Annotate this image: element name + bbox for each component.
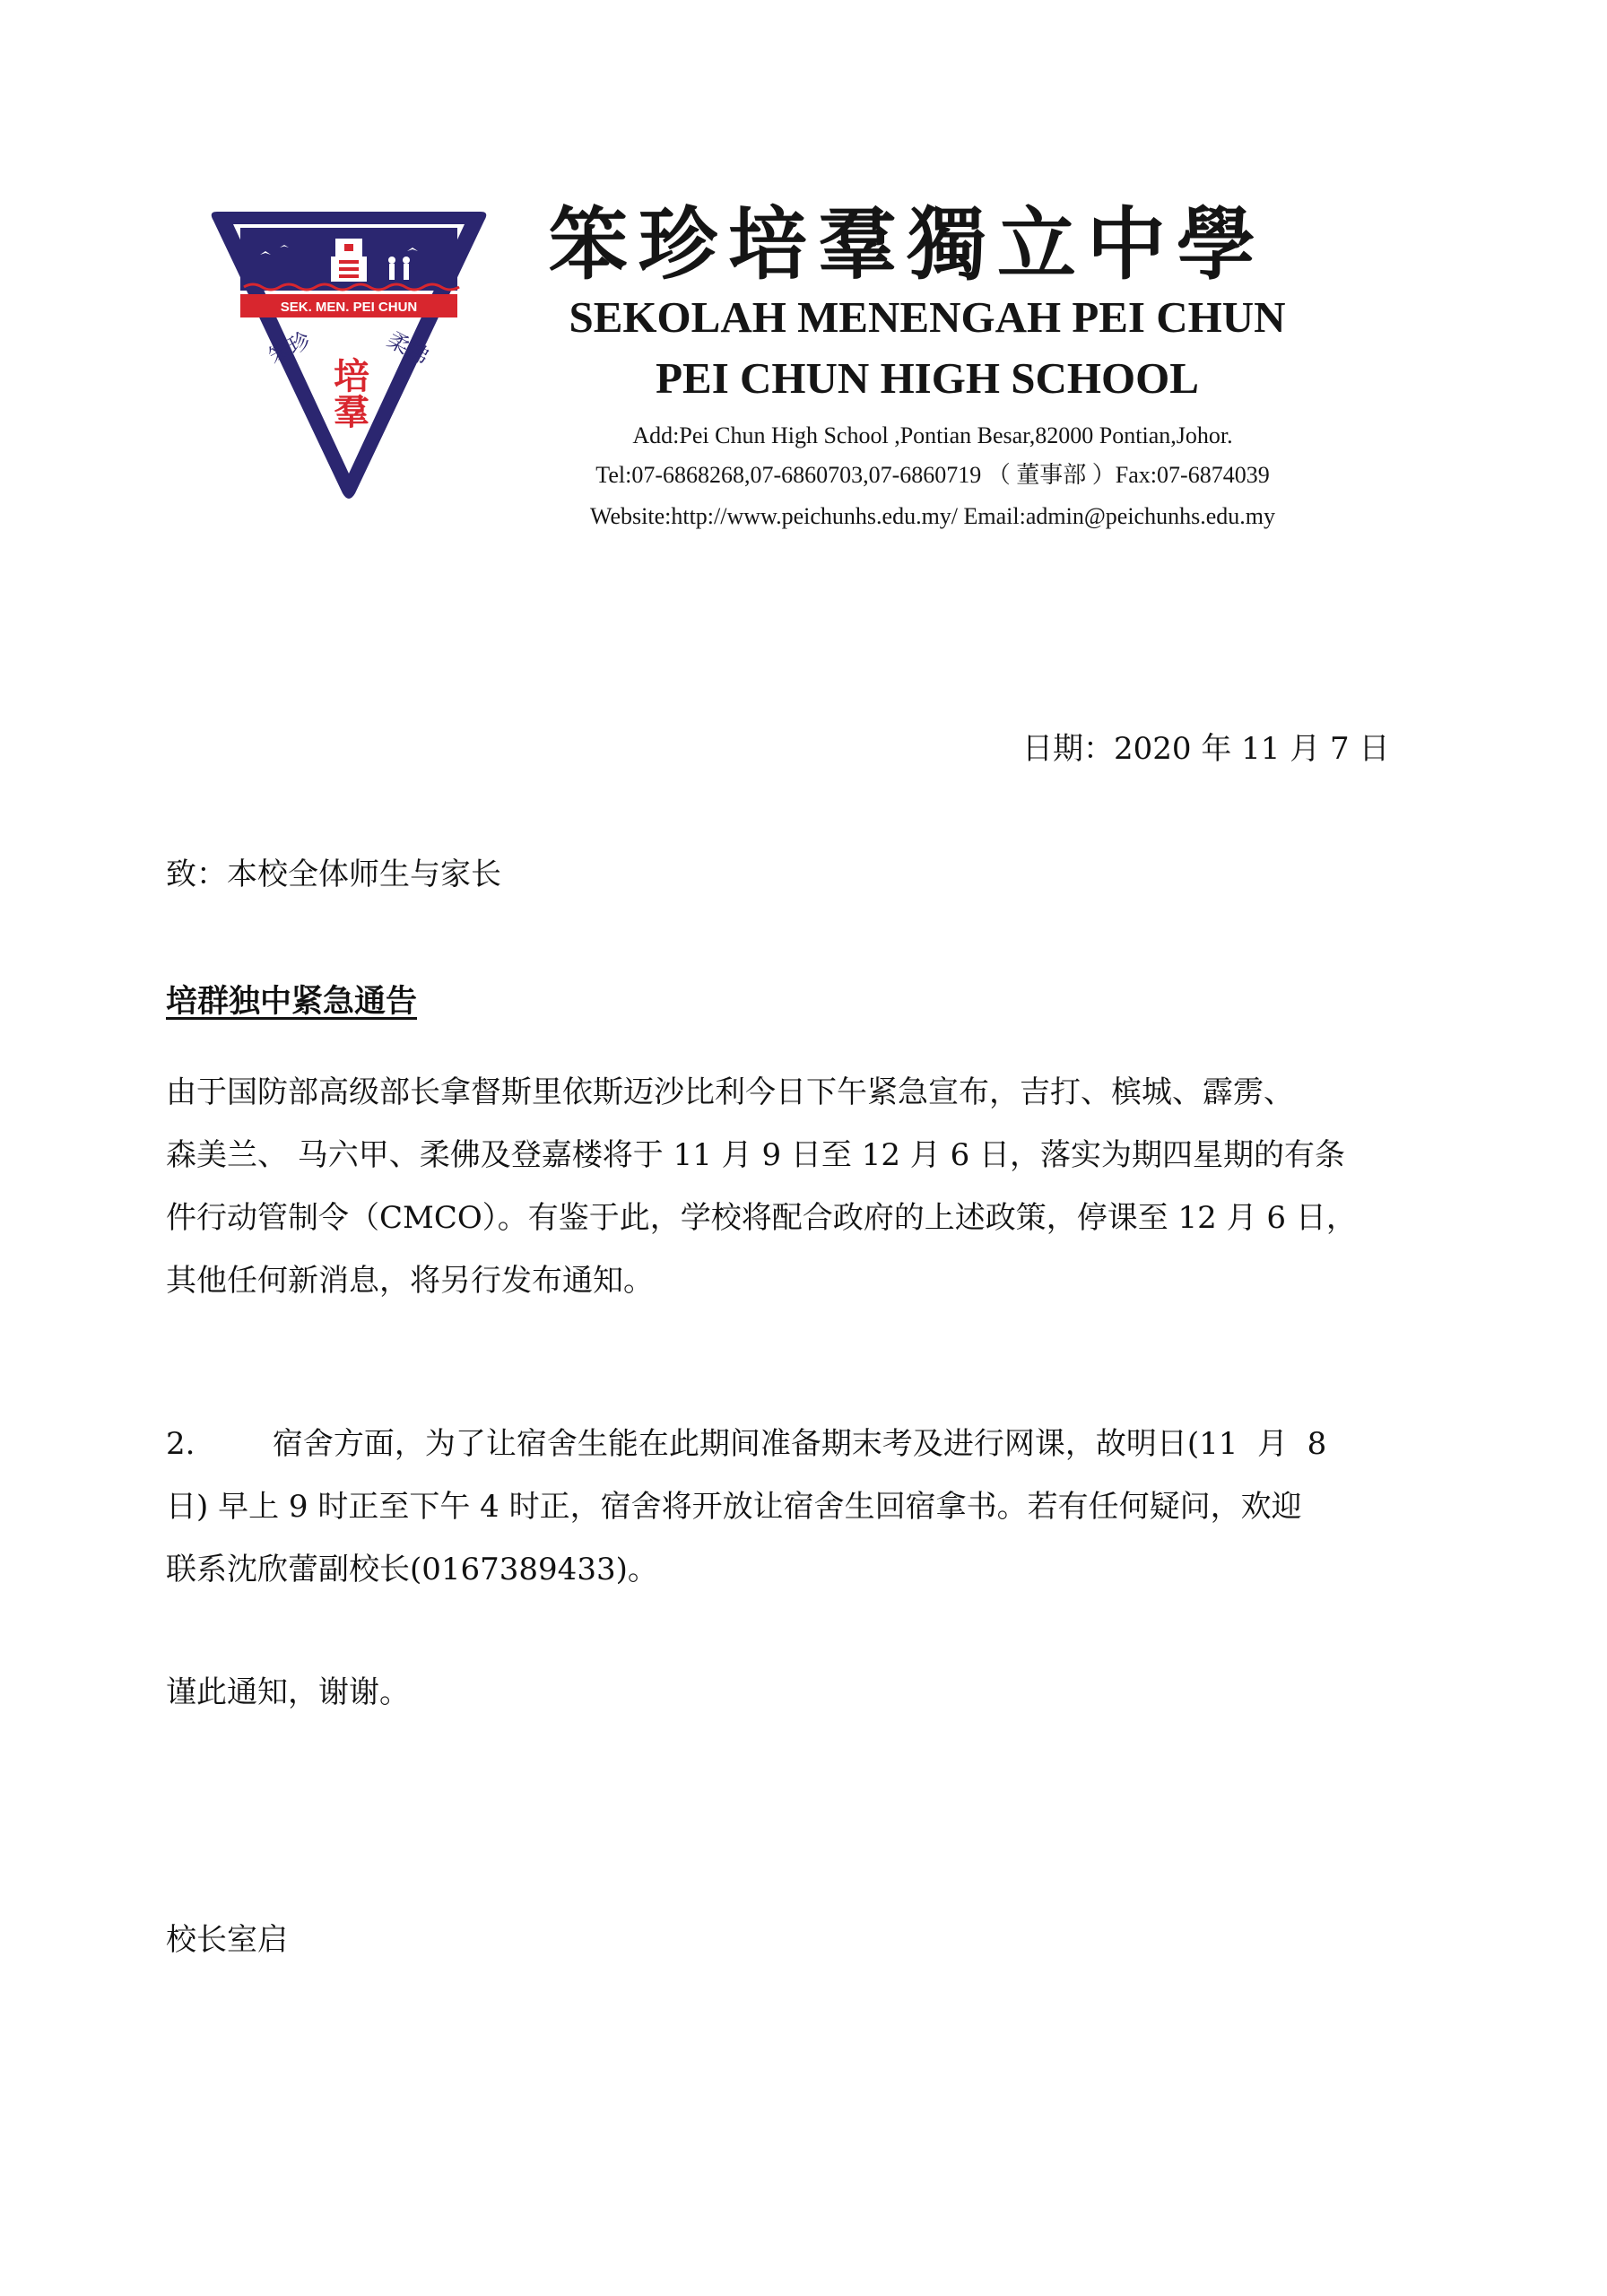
lighthouse-icon	[331, 239, 367, 282]
notice-paragraph-2	[166, 1413, 1394, 1601]
school-logo	[204, 204, 493, 502]
school-address: Add:Pei Chun High School ,Pontian Besar,82000 Pontian,Johor.	[632, 422, 1233, 448]
logo-center-chars: 培羣	[327, 357, 370, 429]
paragraph-line: 森美兰、 马六甲、柔佛及登嘉楼将于 11 月 9 日至 12 月 6 日，落实为期四星期的有条	[166, 1137, 1346, 1173]
paragraph-line: 日) 早上 9 时正至下午 4 时正，宿舍将开放让宿舍生回宿拿书。若有任何疑问，欢迎	[166, 1489, 1302, 1525]
logo-left-chars: 笨珍	[265, 326, 315, 370]
school-chinese-name: 笨珍培羣獨立中學	[549, 197, 1267, 291]
paragraph-line: 件行动管制令（CMCO）。有鉴于此，学校将配合政府的上述政策，停课至 12 月 6 日，	[166, 1200, 1357, 1236]
letter-date: 日期：2020 年 11 月 7 日	[1022, 731, 1390, 767]
school-tel-fax: Tel:07-6868268,07-6860703,07-6860719 （ 董事部 ）Fax:07-6874039	[595, 462, 1270, 488]
paragraph-line: 其他任何新消息，将另行发布通知。	[166, 1263, 654, 1299]
logo-right-chars: 柔佛	[383, 326, 433, 370]
paragraph-line: 联系沈欣蕾副校长(0167389433)。	[166, 1552, 658, 1587]
school-malay-name: SEKOLAH MENENGAH PEI CHUN	[569, 292, 1286, 342]
letter-recipient: 致：本校全体师生与家长	[166, 857, 501, 892]
paragraph-line: 2. 宿舍方面，为了让宿舍生能在此期间准备期末考及进行网课，故明日(11 月 8	[166, 1426, 1327, 1462]
letterhead	[0, 0, 1607, 574]
school-english-name: PEI CHUN HIGH SCHOOL	[656, 353, 1199, 403]
paragraph-line: 由于国防部高级部长拿督斯里依斯迈沙比利今日下午紧急宣布，吉打、槟城、霹雳、	[166, 1074, 1294, 1110]
notice-paragraph-1	[166, 1061, 1394, 1312]
closing-text: 谨此通知，谢谢。	[166, 1674, 410, 1710]
notice-title: 培群独中紧急通告	[166, 984, 418, 1020]
school-website-email: Website:http://www.peichunhs.edu.my/ Email:admin@peichunhs.edu.my	[590, 503, 1275, 529]
logo-ribbon-text: SEK. MEN. PEI CHUN	[280, 300, 418, 315]
signoff-text: 校长室启	[166, 1922, 288, 1958]
